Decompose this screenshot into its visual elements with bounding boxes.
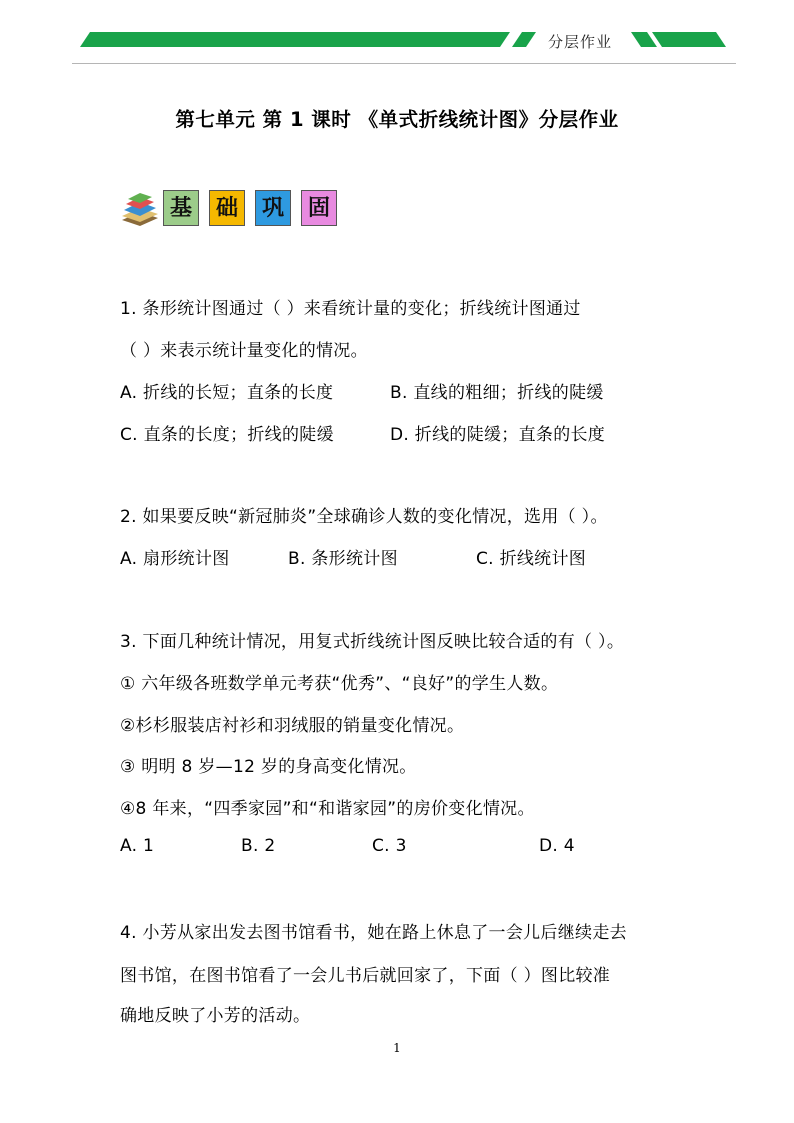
q3-item-2: ②杉杉服装店衬衫和羽绒服的销量变化情况。: [120, 716, 465, 736]
q2-stem: 2. 如果要反映“新冠肺炎”全球确诊人数的变化情况，选用（ ）。: [120, 507, 608, 527]
q3-item-4: ④8 年来，“四季家园”和“和谐家园”的房价变化情况。: [120, 799, 535, 819]
badge-gong: 巩: [255, 190, 291, 226]
q3-option-d: D. 4: [539, 836, 575, 856]
q4-stem-line1: 4. 小芳从家出发去图书馆看书，她在路上休息了一会儿后继续走去: [120, 923, 627, 943]
q3-option-c: C. 3: [372, 836, 407, 856]
header-divider: [72, 63, 736, 64]
page-title: 第七单元 第 1 课时 《单式折线统计图》分层作业: [175, 108, 619, 131]
q1-option-a: A. 折线的长短；直条的长度: [120, 383, 334, 403]
page-header: [0, 0, 794, 70]
badge-gu: 固: [301, 190, 337, 226]
page-number: 1: [393, 1041, 401, 1055]
q3-stem: 3. 下面几种统计情况，用复式折线统计图反映比较合适的有（ ）。: [120, 632, 625, 652]
q2-option-b: B. 条形统计图: [288, 549, 398, 569]
header-label: 分层作业: [548, 33, 613, 51]
q1-stem-line1: 1. 条形统计图通过（ ）来看统计量的变化；折线统计图通过: [120, 299, 581, 319]
header-stripes: [0, 0, 794, 70]
q3-option-a: A. 1: [120, 836, 155, 856]
books-icon: [120, 190, 160, 228]
q1-option-d: D. 折线的陡缓；直条的长度: [390, 425, 606, 445]
q1-option-b: B. 直线的粗细；折线的陡缓: [390, 383, 604, 403]
q3-item-3: ③ 明明 8 岁—12 岁的身高变化情况。: [120, 757, 417, 777]
badge-ji: 基: [163, 190, 199, 226]
q1-stem-line2: （ ）来表示统计量变化的情况。: [120, 341, 368, 361]
q4-stem-line3: 确地反映了小芳的活动。: [120, 1006, 311, 1026]
q2-option-a: A. 扇形统计图: [120, 549, 230, 569]
q4-stem-line2: 图书馆，在图书馆看了一会儿书后就回家了，下面（ ）图比较准: [120, 966, 611, 986]
q3-option-b: B. 2: [241, 836, 276, 856]
q2-option-c: C. 折线统计图: [476, 549, 587, 569]
q3-item-1: ① 六年级各班数学单元考获“优秀”、“良好”的学生人数。: [120, 674, 559, 694]
q1-option-c: C. 直条的长度；折线的陡缓: [120, 425, 334, 445]
badge-chu: 础: [209, 190, 245, 226]
